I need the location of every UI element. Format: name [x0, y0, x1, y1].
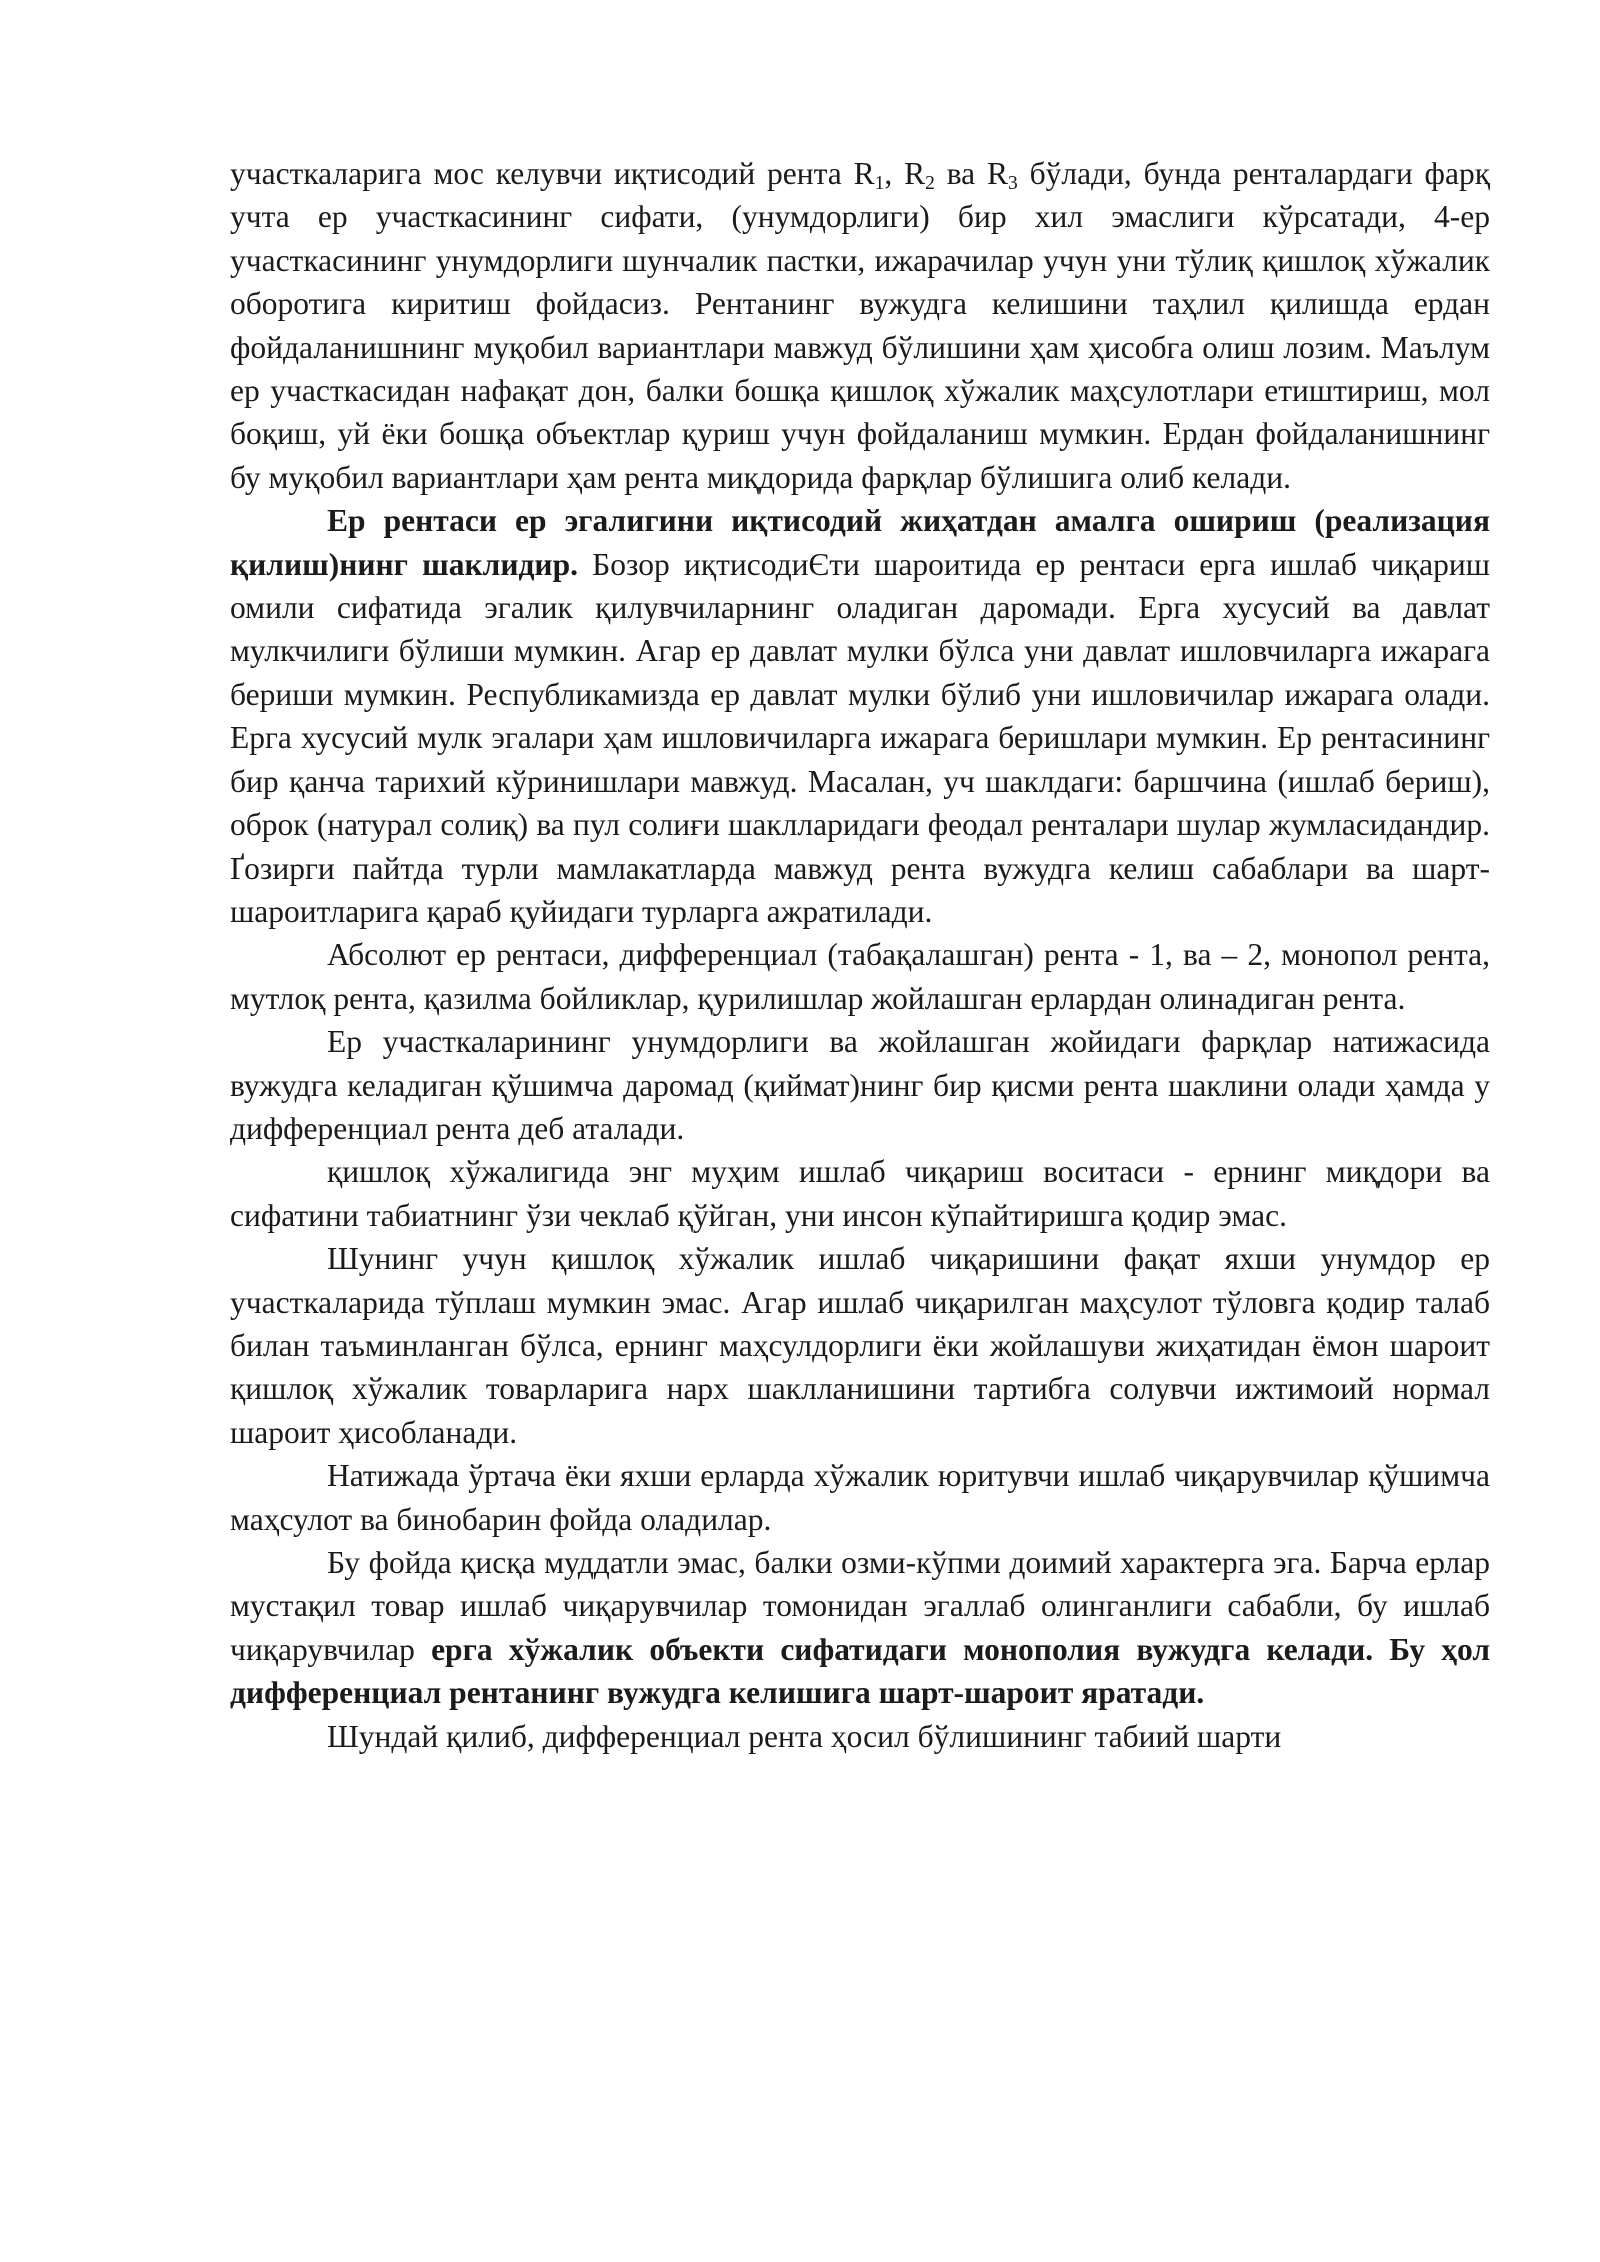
paragraph-8-bold-tail: ерга хўжалик объекти сифатидаги монополия вужудга келади. Бу ҳол дифференциал рентанинг вужудга келишига шарт-шароит яратади.: [230, 1631, 1490, 1711]
subscript-2: 2: [925, 172, 935, 194]
paragraph-4: Ер участкаларининг унумдорлиги ва жойлашган жойидаги фарқлар натижасида вужудга келадиган қўшимча даромад (қиймат)нинг бир қисми рента шаклини олади ҳамда у дифференциал рента деб аталади.: [230, 1024, 1490, 1146]
paragraph-1-text-b: , R: [884, 156, 926, 191]
paragraph-8: [230, 1541, 1490, 1715]
paragraph-5: қишлоқ хўжалигида энг муҳим ишлаб чиқариш воситаси - ернинг миқдори ва сифатини табиатнинг ўзи чеклаб қўйган, уни инсон кўпайтиришга қодир эмас.: [230, 1154, 1490, 1233]
paragraph-1-text-c: ва R: [934, 156, 1008, 191]
paragraph-2-text: Бозор иқтисодиЄти шароитида ер рентаси ерга ишлаб чиқариш омили сифатида эгалик қилувчиларнинг оладиган даромади. Ерга хусусий ва давлат мулкчилиги бўлиши мумкин. Агар ер давлат мулки бўлса уни давлат ишловчиларга ижарага бериши мумкин. Республикамизда ер давлат мулки бўлиб уни ишловичилар ижарага олади. Ерга хусусий мулк эгалари ҳам ишловичиларга ижарага беришлари мумкин. Ер рентасининг бир қанча тарихий кўринишлари мавжуд. Масалан, уч шаклдаги: баршчина (ишлаб бериш), оброк (натурал солиқ) ва пул солиғи шаклларидаги феодал ренталари шулар жумласидандир. Ґозирги пайтда турли мамлакатларда мавжуд рента вужудга келиш сабаблари ва шарт-шароитларига қараб қуйидаги турларга ажратилади.: [230, 546, 1491, 929]
paragraph-2: [230, 499, 1490, 933]
paragraph-7: Натижада ўртача ёки яхши ерларда хўжалик юритувчи ишлаб чиқарувчилар қўшимча маҳсулот ва бинобарин фойда оладилар.: [230, 1458, 1490, 1537]
paragraph-3: Абсолют ер рентаси, дифференциал (табақалашган) рента - 1, ва – 2, монопол рента, мутлоқ рента, қазилма бойликлар, қурилишлар жойлашган ерлардан олинадиган рента.: [230, 937, 1490, 1016]
paragraph-2-bold-lead: Ер рентаси ер эгалигини иқтисодий жиҳатдан амалга ошириш (реализация қилиш)нинг шаклидир.: [230, 503, 1490, 582]
paragraph-1: [230, 152, 1490, 499]
document-body: [230, 152, 1490, 1758]
paragraph-1-text-a: участкаларига мос келувчи иқтисодий рента R: [230, 156, 875, 191]
paragraph-6: Шунинг учун қишлоқ хўжалик ишлаб чиқаришини фақат яхши унумдор ер участкаларида тўплаш мумкин эмас. Агар ишлаб чиқарилган маҳсулот тўловга қодир талаб билан таъминланган бўлса, ернинг маҳсулдорлиги ёки жойлашуви жиҳатидан ёмон шароит қишлоқ хўжалик товарларига нарх шаклланишини тартибга солувчи ижтимоий нормал шароит ҳисобланади.: [230, 1241, 1490, 1450]
paragraph-9: Шундай қилиб, дифференциал рента ҳосил бўлишининг табиий шарти: [327, 1718, 1282, 1754]
paragraph-1-text-d: бўлади, бунда ренталардаги фарқ учта ер участкасининг сифати, (унумдорлиги) бир хил эмаслиги кўрсатади, 4-ер участкасининг унумдорлиги шунчалик пастки, ижарачилар учун уни тўлиқ қишлоқ хўжалик оборотига киритиш фойдасиз. Рентанинг вужудга келишини таҳлил қилишда ердан фойдаланишнинг муқобил вариантлари мавжуд бўлишини ҳам ҳисобга олиш лозим. Маълум ер участкасидан нафақат дон, балки бошқа қишлоқ хўжалик маҳсулотлари етиштириш, мол боқиш, уй ёки бошқа объектлар қуриш учун фойдаланиш мумкин. Ердан фойдаланишнинг бу муқобил вариантлари ҳам рента миқдорида фарқлар бўлишига олиб келади.: [230, 156, 1490, 495]
subscript-1: 1: [874, 172, 885, 194]
subscript-3: 3: [1007, 172, 1018, 194]
paragraph-8-text: Бу фойда қисқа муддатли эмас, балки озми-кўпми доимий характерга эга. Барча ерлар мустақил товар ишлаб чиқарувчилар томонидан эгаллаб олинганлиги сабабли, бу ишлаб чиқарувчилар: [230, 1545, 1490, 1667]
